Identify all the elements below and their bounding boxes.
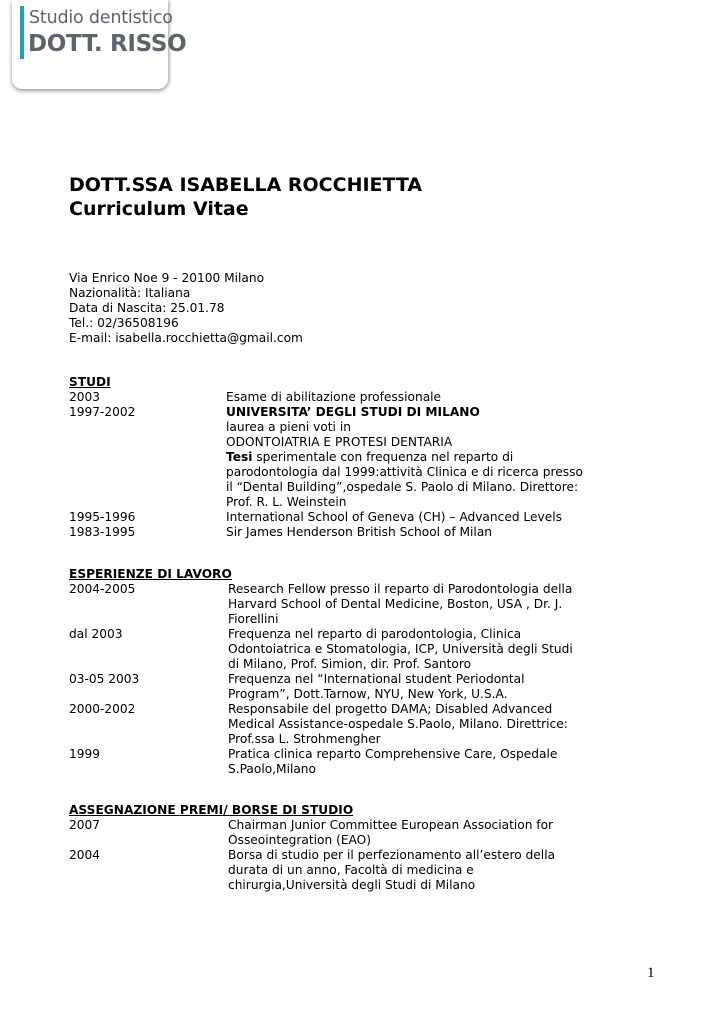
contact-nationality: Nazionalità: Italiana	[69, 286, 191, 300]
list-item	[69, 702, 629, 747]
list-item	[69, 848, 629, 893]
entry-year: dal 2003	[69, 627, 123, 641]
thesis-label: Tesi	[226, 450, 253, 464]
entry-line: Program”, Dott.Tarnow, NYU, New York, U.S.A.	[228, 687, 508, 701]
section-heading: ASSEGNAZIONE PREMI/ BORSE DI STUDIO	[69, 803, 354, 817]
list-item	[69, 818, 629, 848]
list-item	[69, 627, 629, 672]
thesis-line	[226, 450, 629, 465]
document-title	[69, 173, 422, 221]
section-heading: STUDI	[69, 375, 111, 389]
entry-line: Prof. R. L. Weinstein	[226, 495, 347, 509]
entry-description	[228, 848, 629, 893]
logo-line1: Studio dentistico	[29, 8, 173, 28]
entry-line: Responsabile del progetto DAMA; Disabled Advanced	[228, 702, 553, 716]
document-subtitle: Curriculum Vitae	[69, 198, 249, 220]
entry-line: laurea a pieni voti in	[226, 420, 351, 434]
entry-description	[226, 390, 629, 405]
entry-line: Esame di abilitazione professionale	[226, 390, 442, 404]
clinic-logo	[12, 0, 187, 89]
thesis-text: sperimentale con frequenza nel reparto di	[252, 450, 514, 464]
person-name: DOTT.SSA ISABELLA ROCCHIETTA	[69, 174, 423, 196]
entry-line: Chairman Junior Committee European Association for	[228, 818, 554, 832]
entry-description	[228, 818, 629, 848]
entry-line: parodontologia dal 1999:attività Clinica e di ricerca presso	[226, 465, 583, 479]
entry-description	[226, 405, 629, 510]
contact-email: E-mail: isabella.rocchietta@gmail.com	[69, 331, 303, 345]
entry-line: Osseointegration (EAO)	[228, 833, 371, 847]
contact-birthdate: Data di Nascita: 25.01.78	[69, 301, 225, 315]
entry-description	[228, 582, 629, 627]
entry-year: 2004-2005	[69, 582, 136, 596]
list-item	[69, 747, 629, 777]
entry-year: 1995-1996	[69, 510, 136, 524]
page-number: 1	[647, 965, 655, 981]
entry-description	[228, 747, 629, 777]
entry-line: International School of Geneva (CH) – Advanced Levels	[226, 510, 562, 524]
entry-line: Sir James Henderson British School of Milan	[226, 525, 493, 539]
entry-description	[226, 510, 629, 525]
entry-line: Odontoiatrica e Stomatologia, ICP, Università degli Studi	[228, 642, 573, 656]
entry-year: 1999	[69, 747, 101, 761]
entry-year: 2004	[69, 848, 101, 862]
list-item	[69, 672, 629, 702]
entry-line: Prof.ssa L. Strohmengher	[228, 732, 381, 746]
entry-description	[226, 525, 629, 540]
section-studi	[69, 375, 629, 540]
entry-line: Pratica clinica reparto Comprehensive Care, Ospedale	[228, 747, 558, 761]
entry-year: 2000-2002	[69, 702, 136, 716]
list-item	[69, 390, 629, 405]
entry-year: 03-05 2003	[69, 672, 140, 686]
entry-year: 1983-1995	[69, 525, 136, 539]
entry-line: Research Fellow presso il reparto di Parodontologia della	[228, 582, 573, 596]
entry-year: 1997-2002	[69, 405, 136, 419]
entry-description	[228, 672, 629, 702]
entry-line: di Milano, Prof. Simion, dir. Prof. Santoro	[228, 657, 472, 671]
logo-accent-bar	[20, 6, 24, 59]
contact-info	[69, 271, 303, 346]
entry-line: Medical Assistance-ospedale S.Paolo, Milano. Direttrice:	[228, 717, 568, 731]
list-item	[69, 525, 629, 540]
section-esperienze	[69, 567, 629, 777]
entry-line: Harvard School of Dental Medicine, Boston, USA , Dr. J.	[228, 597, 563, 611]
logo-line2: DOTT. RISSO	[28, 31, 187, 57]
entry-description	[228, 627, 629, 672]
entry-line: il “Dental Building”,ospedale S. Paolo di Milano. Direttore:	[226, 480, 579, 494]
entry-line: S.Paolo,Milano	[228, 762, 316, 776]
entry-line: durata di un anno, Facoltà di medicina e	[228, 863, 474, 877]
university-name: UNIVERSITA’ DEGLI STUDI DI MILANO	[226, 405, 480, 419]
contact-address: Via Enrico Noe 9 - 20100 Milano	[69, 271, 265, 285]
list-item	[69, 405, 629, 510]
section-premi	[69, 803, 629, 893]
entry-year: 2003	[69, 390, 101, 404]
contact-phone: Tel.: 02/36508196	[69, 316, 179, 330]
entry-description	[228, 702, 629, 747]
entry-line: ODONTOIATRIA E PROTESI DENTARIA	[226, 435, 453, 449]
entry-line: Frequenza nel “International student Periodontal	[228, 672, 525, 686]
section-heading: ESPERIENZE DI LAVORO	[69, 567, 232, 581]
list-item	[69, 582, 629, 627]
entry-line: Fiorellini	[228, 612, 279, 626]
entry-line: chirurgia,Università degli Studi di Milano	[228, 878, 476, 892]
list-item	[69, 510, 629, 525]
entry-line: Borsa di studio per il perfezionamento all’estero della	[228, 848, 556, 862]
entry-line: Frequenza nel reparto di parodontologia, Clinica	[228, 627, 522, 641]
entry-year: 2007	[69, 818, 101, 832]
